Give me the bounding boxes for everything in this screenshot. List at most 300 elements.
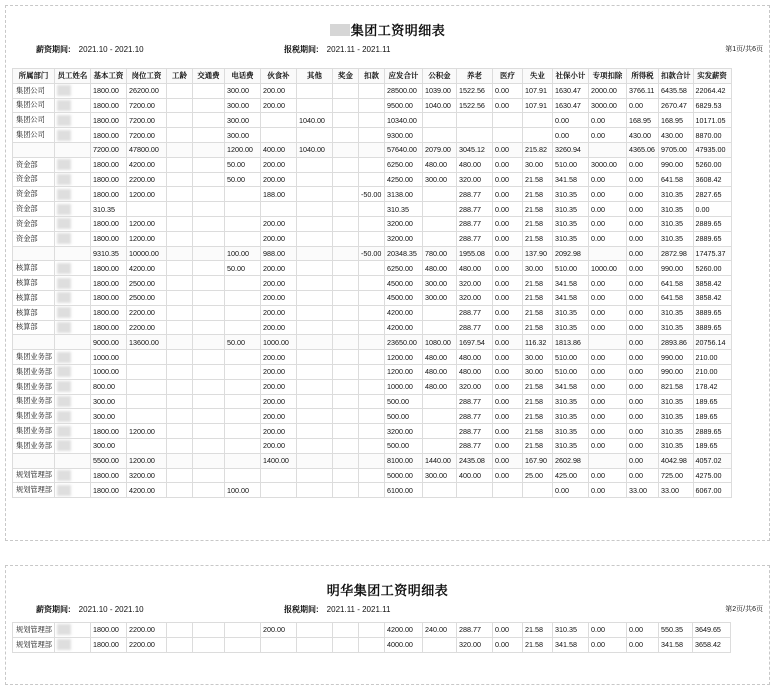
table-cell <box>296 187 332 202</box>
table-cell: 3200.00 <box>126 468 166 483</box>
table-cell: 288.77 <box>456 409 492 424</box>
table-cell: 210.00 <box>693 350 731 365</box>
table-cell <box>358 83 384 98</box>
table-cell: 0.00 <box>492 305 522 320</box>
table-cell: 0.00 <box>588 438 626 453</box>
table-cell: 0.00 <box>492 276 522 291</box>
table-cell <box>54 83 90 98</box>
table-cell: 0.00 <box>492 290 522 305</box>
table-cell: 550.35 <box>658 623 692 638</box>
table-cell <box>224 379 260 394</box>
table-cell: 0.00 <box>492 438 522 453</box>
table-cell: 21.58 <box>522 438 552 453</box>
table-row <box>13 261 732 276</box>
table-cell <box>166 246 192 261</box>
table-cell: 50.00 <box>224 172 260 187</box>
table-cell: 3766.11 <box>626 83 658 98</box>
table-cell: 集团业务部 <box>13 438 55 453</box>
subtotal-row <box>13 335 732 350</box>
table-cell <box>166 216 192 231</box>
table-cell: 4200.00 <box>384 305 422 320</box>
table-cell: 0.00 <box>626 335 658 350</box>
table-cell <box>54 290 90 305</box>
table-cell <box>296 246 332 261</box>
table-cell: 1200.00 <box>224 142 260 157</box>
table-cell <box>296 335 332 350</box>
table-cell <box>54 246 90 261</box>
table-cell: 21.58 <box>522 305 552 320</box>
table-row <box>13 438 732 453</box>
table-cell <box>54 305 90 320</box>
table-cell: 1800.00 <box>90 98 126 113</box>
table-cell <box>422 305 456 320</box>
redacted-name <box>57 218 71 229</box>
table-cell: 310.35 <box>552 623 588 638</box>
table-row <box>13 468 732 483</box>
redacted-company-name <box>330 24 350 36</box>
subtotal-row <box>13 453 732 468</box>
table-cell <box>332 202 358 217</box>
table-cell <box>456 113 492 128</box>
table-cell <box>358 335 384 350</box>
table-cell: 0.00 <box>588 290 626 305</box>
table-cell <box>358 276 384 291</box>
table-cell: 规划管理部 <box>13 623 55 638</box>
table-cell <box>192 438 224 453</box>
table-cell <box>192 364 224 379</box>
table-cell: 0.00 <box>588 202 626 217</box>
table-cell: 168.95 <box>658 113 693 128</box>
table-cell: 2889.65 <box>693 424 731 439</box>
table-cell: 7200.00 <box>90 142 126 157</box>
table-cell: 310.35 <box>552 394 588 409</box>
table-cell: 310.35 <box>658 187 693 202</box>
table-cell <box>332 187 358 202</box>
table-cell <box>166 142 192 157</box>
table-cell: 21.58 <box>522 424 552 439</box>
table-row <box>13 379 732 394</box>
table-cell: 资金部 <box>13 216 55 231</box>
table-cell <box>166 231 192 246</box>
table-cell: 310.35 <box>552 202 588 217</box>
table-cell: 200.00 <box>260 623 296 638</box>
table-cell: 341.58 <box>552 379 588 394</box>
table-cell <box>492 113 522 128</box>
table-cell <box>166 335 192 350</box>
table-cell: 集团公司 <box>13 128 55 143</box>
table-cell <box>13 335 55 350</box>
table-cell: 0.00 <box>492 623 522 638</box>
table-cell <box>296 202 332 217</box>
table-cell: 13600.00 <box>126 335 166 350</box>
table-cell <box>224 305 260 320</box>
table-cell: 0.00 <box>693 202 731 217</box>
table-cell: 320.00 <box>456 276 492 291</box>
table-cell <box>192 276 224 291</box>
table-cell <box>296 350 332 365</box>
table-cell <box>126 350 166 365</box>
table-cell: 310.35 <box>552 187 588 202</box>
report-page-2 <box>5 565 770 685</box>
table-cell <box>166 128 192 143</box>
table-cell: 1039.00 <box>422 83 456 98</box>
table-cell <box>54 335 90 350</box>
table-cell: 21.58 <box>522 231 552 246</box>
table-cell: 3000.00 <box>588 157 626 172</box>
table-cell <box>54 409 90 424</box>
table-cell: 0.00 <box>492 261 522 276</box>
table-cell <box>492 483 522 498</box>
table-cell: 0.00 <box>626 438 658 453</box>
table-cell: 510.00 <box>552 157 588 172</box>
table-cell: 3138.00 <box>384 187 422 202</box>
table-cell: 2435.08 <box>456 453 492 468</box>
table-cell: 2500.00 <box>126 276 166 291</box>
table-cell <box>192 468 224 483</box>
table-cell: 集团业务部 <box>13 379 55 394</box>
table-cell: 3000.00 <box>588 98 626 113</box>
table-cell <box>522 128 552 143</box>
table-cell: 1800.00 <box>90 305 126 320</box>
table-cell: 21.58 <box>522 276 552 291</box>
table-cell: 288.77 <box>456 216 492 231</box>
table-cell <box>192 98 224 113</box>
table-cell <box>296 305 332 320</box>
table-cell: 0.00 <box>588 364 626 379</box>
table-cell <box>422 113 456 128</box>
table-cell <box>54 202 90 217</box>
table-cell: 47800.00 <box>126 142 166 157</box>
table-cell: 2200.00 <box>126 623 166 638</box>
table-cell: 310.35 <box>552 216 588 231</box>
table-cell <box>358 623 384 638</box>
table-cell: 22064.42 <box>693 83 731 98</box>
table-cell: 25.00 <box>522 468 552 483</box>
table-cell: 200.00 <box>260 394 296 409</box>
redacted-name <box>57 100 71 111</box>
table-cell: 9310.35 <box>90 246 126 261</box>
table-cell <box>296 394 332 409</box>
table-cell <box>54 231 90 246</box>
table-cell <box>192 335 224 350</box>
table-cell: 7200.00 <box>126 98 166 113</box>
table-cell: 341.58 <box>552 290 588 305</box>
table-cell: 0.00 <box>588 350 626 365</box>
table-cell <box>54 438 90 453</box>
table-cell: 21.58 <box>522 320 552 335</box>
table-cell: 2827.65 <box>693 187 731 202</box>
table-cell: 0.00 <box>588 172 626 187</box>
table-cell: 集团业务部 <box>13 424 55 439</box>
table-cell: 0.00 <box>626 394 658 409</box>
table-cell <box>166 172 192 187</box>
table-cell: 137.90 <box>522 246 552 261</box>
table-cell: 0.00 <box>626 202 658 217</box>
table-row <box>13 637 731 652</box>
table-row <box>13 231 732 246</box>
table-cell: 8870.00 <box>693 128 731 143</box>
table-cell <box>166 83 192 98</box>
table-cell: 310.35 <box>658 231 693 246</box>
table-cell: 480.00 <box>456 364 492 379</box>
table-cell: 310.35 <box>658 202 693 217</box>
report-page-1 <box>5 5 770 541</box>
table-cell <box>588 453 626 468</box>
table-cell: 2092.98 <box>552 246 588 261</box>
table-cell: 0.00 <box>492 187 522 202</box>
table-cell <box>13 142 55 157</box>
table-cell: 300.00 <box>90 438 126 453</box>
table-cell: 0.00 <box>588 379 626 394</box>
table-row <box>13 113 732 128</box>
table-cell <box>422 438 456 453</box>
table-cell: 1800.00 <box>90 483 126 498</box>
table-cell: 3260.94 <box>552 142 588 157</box>
table-cell: 集团公司 <box>13 83 55 98</box>
table-cell: 0.00 <box>492 216 522 231</box>
table-cell: 1800.00 <box>90 157 126 172</box>
table-cell <box>192 350 224 365</box>
table-cell: 28500.00 <box>384 83 422 98</box>
table-cell <box>166 483 192 498</box>
table-row <box>13 364 732 379</box>
table-cell: 2200.00 <box>126 320 166 335</box>
table-cell: 集团公司 <box>13 113 55 128</box>
table-cell <box>296 157 332 172</box>
table-cell: 178.42 <box>693 379 731 394</box>
table-cell: 规划管理部 <box>13 637 55 652</box>
table-cell: 310.35 <box>658 216 693 231</box>
table-row <box>13 172 732 187</box>
table-cell <box>54 394 90 409</box>
table-cell: 320.00 <box>456 637 492 652</box>
table-cell <box>54 113 90 128</box>
table-cell: 1200.00 <box>126 231 166 246</box>
table-row <box>13 98 732 113</box>
table-cell <box>296 290 332 305</box>
table-cell <box>492 128 522 143</box>
report-title: 集团工资明细表 <box>6 20 769 39</box>
table-cell: 107.91 <box>522 83 552 98</box>
table-cell: 9300.00 <box>384 128 422 143</box>
table-cell: 480.00 <box>422 157 456 172</box>
table-cell: 0.00 <box>492 350 522 365</box>
table-cell: 310.35 <box>552 231 588 246</box>
redacted-name <box>57 366 71 377</box>
table-row <box>13 290 732 305</box>
table-cell: 200.00 <box>260 409 296 424</box>
column-header: 养老 <box>456 69 492 84</box>
table-cell: 57640.00 <box>384 142 422 157</box>
table-cell: 310.35 <box>552 320 588 335</box>
table-cell: 288.77 <box>456 424 492 439</box>
table-cell <box>422 128 456 143</box>
subtotal-row <box>13 142 732 157</box>
table-cell: 0.00 <box>588 113 626 128</box>
table-cell: 4275.00 <box>693 468 731 483</box>
column-header: 基本工资 <box>90 69 126 84</box>
table-cell <box>192 409 224 424</box>
table-cell <box>166 113 192 128</box>
redacted-name <box>57 485 71 496</box>
table-cell <box>358 113 384 128</box>
table-cell: 1200.00 <box>384 350 422 365</box>
table-cell: 1800.00 <box>90 320 126 335</box>
table-cell <box>332 335 358 350</box>
table-cell: 1522.56 <box>456 83 492 98</box>
table-cell: 0.00 <box>626 290 658 305</box>
table-cell: 0.00 <box>492 637 522 652</box>
table-cell: 300.00 <box>422 276 456 291</box>
table-cell: 725.00 <box>658 468 693 483</box>
table-cell <box>332 83 358 98</box>
table-cell <box>192 305 224 320</box>
table-cell: 核算部 <box>13 305 55 320</box>
table-cell: 0.00 <box>626 231 658 246</box>
subtotal-row <box>13 246 732 261</box>
table-cell: 4200.00 <box>384 623 422 638</box>
table-cell: 480.00 <box>456 350 492 365</box>
table-cell: 6067.00 <box>693 483 731 498</box>
table-cell <box>224 350 260 365</box>
table-cell: 0.00 <box>492 335 522 350</box>
table-cell: 210.00 <box>693 364 731 379</box>
table-cell <box>296 276 332 291</box>
table-cell <box>522 113 552 128</box>
table-cell <box>296 83 332 98</box>
table-cell <box>54 142 90 157</box>
table-cell: 21.58 <box>522 379 552 394</box>
table-cell: 200.00 <box>260 305 296 320</box>
table-cell: 2602.98 <box>552 453 588 468</box>
table-cell: 200.00 <box>260 83 296 98</box>
table-cell <box>422 424 456 439</box>
table-cell <box>358 453 384 468</box>
column-header: 其他 <box>296 69 332 84</box>
table-cell: 1200.00 <box>384 364 422 379</box>
table-cell: 430.00 <box>626 128 658 143</box>
table-cell <box>54 453 90 468</box>
redacted-name <box>57 189 71 200</box>
table-cell: 21.58 <box>522 216 552 231</box>
table-cell: 1000.00 <box>90 350 126 365</box>
table-cell: 310.35 <box>552 305 588 320</box>
table-cell <box>192 216 224 231</box>
column-header: 专项扣除 <box>588 69 626 84</box>
table-cell: 189.65 <box>693 409 731 424</box>
table-cell: 3658.42 <box>692 637 730 652</box>
table-cell: 310.35 <box>90 202 126 217</box>
table-cell: 189.65 <box>693 394 731 409</box>
table-cell: 0.00 <box>626 320 658 335</box>
table-cell: 310.35 <box>658 438 693 453</box>
redacted-name <box>57 174 71 185</box>
table-cell: 288.77 <box>456 231 492 246</box>
table-cell <box>126 394 166 409</box>
table-cell: 资金部 <box>13 157 55 172</box>
table-cell: 510.00 <box>552 261 588 276</box>
table-row <box>13 305 732 320</box>
table-cell <box>358 202 384 217</box>
redacted-name <box>57 411 71 422</box>
table-cell: 1800.00 <box>90 424 126 439</box>
table-cell: 6435.58 <box>658 83 693 98</box>
table-cell <box>166 438 192 453</box>
table-cell: 6250.00 <box>384 157 422 172</box>
table-cell <box>166 290 192 305</box>
table-cell <box>192 394 224 409</box>
table-cell: 500.00 <box>384 394 422 409</box>
redacted-name <box>57 85 71 96</box>
table-cell: 990.00 <box>658 157 693 172</box>
table-cell: 4250.00 <box>384 172 422 187</box>
table-row <box>13 623 731 638</box>
table-cell: 3200.00 <box>384 216 422 231</box>
table-cell: 300.00 <box>224 128 260 143</box>
table-cell <box>332 246 358 261</box>
table-cell <box>166 305 192 320</box>
table-cell: 1400.00 <box>260 453 296 468</box>
table-cell: 300.00 <box>224 98 260 113</box>
redacted-name <box>57 278 71 289</box>
table-cell <box>296 438 332 453</box>
table-cell: 0.00 <box>588 320 626 335</box>
table-cell: 0.00 <box>626 409 658 424</box>
table-cell <box>332 623 358 638</box>
table-cell: 集团业务部 <box>13 409 55 424</box>
column-header: 医疗 <box>492 69 522 84</box>
table-cell: 0.00 <box>492 409 522 424</box>
table-cell: 300.00 <box>224 83 260 98</box>
table-cell <box>296 231 332 246</box>
table-cell: 33.00 <box>626 483 658 498</box>
table-cell: 3200.00 <box>384 231 422 246</box>
table-cell: 480.00 <box>422 364 456 379</box>
table-cell <box>166 276 192 291</box>
table-cell: 288.77 <box>456 394 492 409</box>
table-cell: 200.00 <box>260 216 296 231</box>
table-cell: 0.00 <box>626 468 658 483</box>
table-cell: 4200.00 <box>384 320 422 335</box>
redacted-name <box>57 426 71 437</box>
table-cell: 0.00 <box>626 157 658 172</box>
table-cell <box>260 483 296 498</box>
table-cell <box>224 202 260 217</box>
table-cell <box>54 261 90 276</box>
table-cell: 2889.65 <box>693 231 731 246</box>
table-cell <box>166 424 192 439</box>
table-cell <box>192 128 224 143</box>
table-cell: 1440.00 <box>422 453 456 468</box>
table-cell: 资金部 <box>13 172 55 187</box>
table-cell <box>192 453 224 468</box>
table-cell: 0.00 <box>588 216 626 231</box>
table-cell: 30.00 <box>522 350 552 365</box>
table-cell: 30.00 <box>522 364 552 379</box>
table-cell: 821.58 <box>658 379 693 394</box>
table-cell: 990.00 <box>658 350 693 365</box>
table-cell: 0.00 <box>492 98 522 113</box>
table-cell <box>296 320 332 335</box>
table-cell: 10171.05 <box>693 113 731 128</box>
table-cell <box>192 202 224 217</box>
table-row <box>13 202 732 217</box>
table-cell: 200.00 <box>260 379 296 394</box>
column-header: 所得税 <box>626 69 658 84</box>
table-cell: 规划管理部 <box>13 483 55 498</box>
table-cell <box>358 128 384 143</box>
redacted-name <box>57 130 71 141</box>
